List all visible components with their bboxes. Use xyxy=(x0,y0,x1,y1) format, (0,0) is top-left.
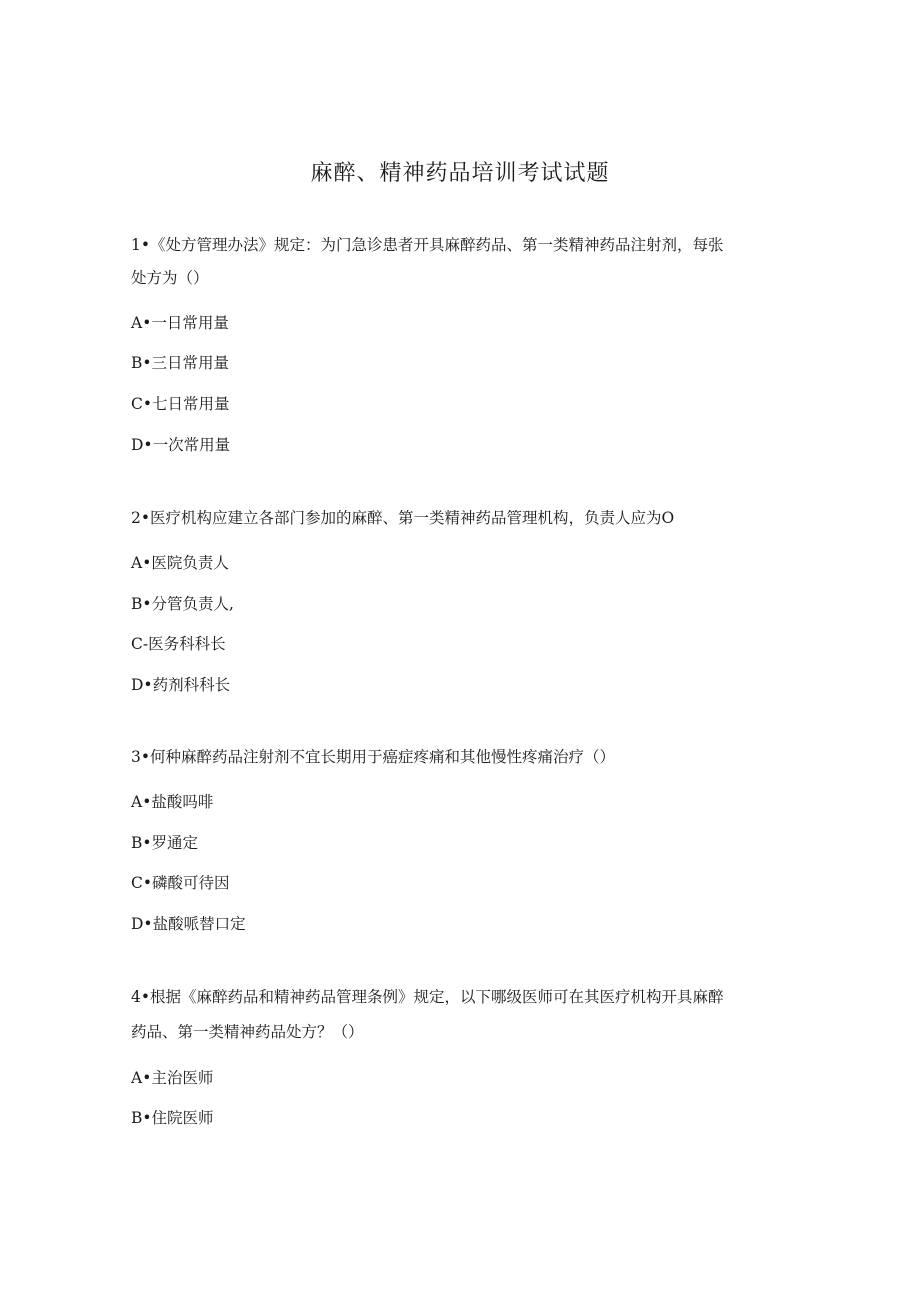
question-3-option-d: D•盐酸哌替口定 xyxy=(131,915,246,933)
question-1-stem-line-1: 1•《处方管理办法》规定：为门急诊患者开具麻醉药品、第一类精神药品注射剂，每张 xyxy=(131,236,724,254)
page-title: 麻醉、精神药品培训考试试题 xyxy=(310,161,610,186)
question-3-option-a: A•盐酸吗啡 xyxy=(131,793,214,811)
question-2-option-c: C-医务科科长 xyxy=(131,635,226,653)
question-4-option-b: B•住院医师 xyxy=(131,1109,214,1127)
question-4-stem-line-1: 4•根据《麻醉药品和精神药品管理条例》规定，以下哪级医师可在其医疗机构开具麻醉 xyxy=(131,988,724,1006)
question-2-option-a: A•医院负责人 xyxy=(131,554,229,572)
question-3-option-b: B•罗通定 xyxy=(131,834,199,852)
question-2-stem-line-1: 2•医疗机构应建立各部门参加的麻醉、第一类精神药品管理机构，负责人应为O xyxy=(131,509,675,527)
question-3-option-c: C•磷酸可待因 xyxy=(131,874,230,892)
question-1-option-a: A•一日常用量 xyxy=(131,314,229,332)
question-1-stem-line-2: 处方为（） xyxy=(131,269,209,287)
question-4-option-a: A•主治医师 xyxy=(131,1069,214,1087)
question-1-option-c: C•七日常用量 xyxy=(131,395,230,413)
question-4-stem-line-2: 药品、第一类精神药品处方？（） xyxy=(131,1023,364,1041)
question-2-option-d: D•药剂科科长 xyxy=(131,676,231,694)
question-1-option-d: D•一次常用量 xyxy=(131,436,231,454)
question-1-option-b: B•三日常用量 xyxy=(131,354,230,372)
question-3-stem-line-1: 3•何种麻醉药品注射剂不宜长期用于癌症疼痛和其他慢性疼痛治疗（） xyxy=(131,748,616,766)
question-2-option-b: B•分管负责人, xyxy=(131,595,234,613)
